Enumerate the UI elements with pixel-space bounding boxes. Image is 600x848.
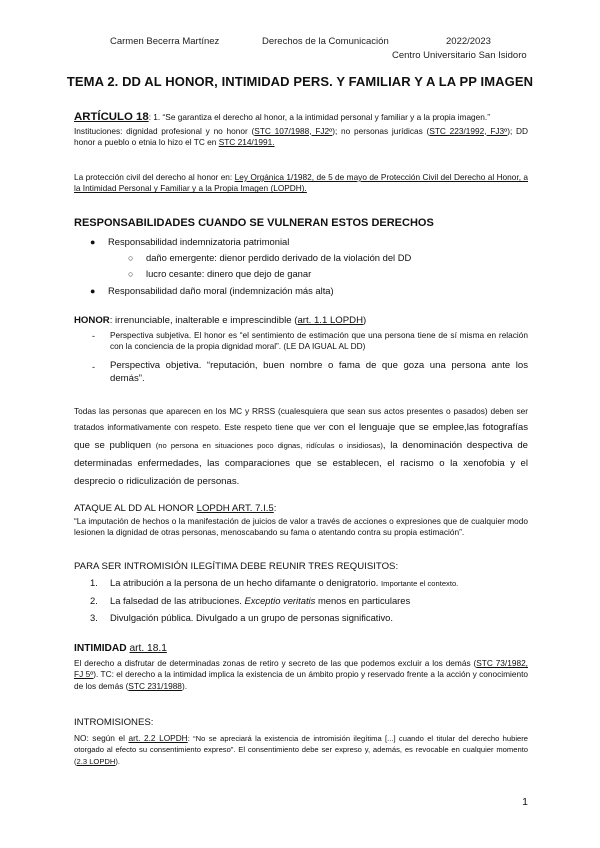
article-18-text: : 1. “Se garantiza el derecho al honor, a la intimidad personal y familiar y a la propia imagen.” — [148, 112, 490, 122]
intimidad-stc-link-1[interactable]: STC 73/1982, FJ 5º — [74, 658, 528, 680]
page-title: TEMA 2. DD AL HONOR, INTIMIDAD PERS. Y FAMILIAR Y A LA PP IMAGEN — [66, 74, 534, 89]
lopdh-link[interactable]: Ley Orgánica 1/1982, de 5 de mayo de Protección Civil del Derecho al Honor, a la Intimidad Personal y Familiar y a la Propia Imagen (LOPDH). — [74, 172, 528, 194]
header-year: 2022/2023 — [446, 36, 491, 47]
honor-art-link[interactable]: art. 1.1 LOPDH — [297, 315, 364, 326]
instituciones-text: Instituciones: dignidad profesional y no honor ( — [74, 125, 255, 136]
requisito-number-3: 3. — [90, 612, 98, 623]
requisito-2 — [110, 595, 410, 606]
intimidad-link[interactable]: art. 18.1 — [129, 643, 167, 654]
bullet-icon: ● — [90, 237, 96, 247]
stc-link-1[interactable]: STC 107/1988, FJ2º — [254, 125, 333, 136]
intimidad-text-a: El derecho a disfrutar de determinadas zonas de retiro y secreto de las que podemos excluir a los demás ( — [74, 658, 477, 668]
intimidad-paragraph — [74, 658, 528, 692]
honor-paragraph — [74, 404, 528, 490]
intromisiones-heading: INTROMISIONES: — [74, 717, 154, 728]
responsabilidad-item-2: Responsabilidad daño moral (indemnización más alta) — [108, 285, 334, 296]
intromisiones-link-2[interactable]: 2.3 LOPDH — [76, 756, 116, 766]
header-author: Carmen Becerra Martínez — [110, 36, 220, 47]
intimidad-heading — [74, 642, 528, 656]
page-number: 1 — [522, 796, 528, 808]
instituciones-text-b: ); no personas jurídicas ( — [332, 125, 430, 136]
article-18-heading: ARTÍCULO 18 — [74, 111, 149, 123]
intromisiones-text: : “No se apreciará la existencia de intromisión ilegítima [...] cuando el titular del derecho hubiere otorgado al efecto su consentimiento expreso”. El consentimiento debe ser expreso y, además, es revocable en cualquier momento ( — [74, 734, 529, 766]
honor-objetiva: Perspectiva objetiva. “reputación, buen nombre o fama de que goza una persona ante los demás”. — [110, 360, 528, 385]
requisito-2-italic: Exceptio veritatis — [244, 595, 316, 606]
responsabilidad-subitem-1: daño emergente: dienor perdido derivado de la violación del DD — [146, 252, 412, 263]
bullet-icon: ● — [90, 286, 96, 296]
proteccion-paragraph — [74, 172, 528, 195]
ataque-heading — [74, 502, 528, 515]
instituciones-text-c: ); DD honor a pueblo o etnia lo hizo el TC en — [74, 125, 529, 147]
requisito-2-text: La falsedad de las atribuciones. — [110, 595, 245, 606]
intromisiones-end: ). — [115, 756, 121, 766]
dash-bullet-icon: - — [92, 331, 95, 341]
article-18-section — [74, 110, 528, 148]
ataque-colon: : — [273, 503, 277, 514]
header-center: Centro Universitario San Isidoro — [392, 50, 527, 61]
requisito-number-1: 1. — [90, 577, 98, 588]
intromisiones-link[interactable]: art. 2.2 LOPDH — [128, 733, 188, 743]
requisito-3: Divulgación pública. Divulgado a un grupo de personas significativo. — [110, 612, 393, 623]
intromisiones-no: NO: según el — [74, 733, 129, 743]
stc-link-2[interactable]: STC 223/1992, FJ3º — [429, 125, 508, 136]
header-course: Derechos de la Comunicación — [262, 36, 389, 47]
dash-bullet-icon: - — [92, 362, 95, 372]
ataque-quote: “La imputación de hechos o la manifestación de juicios de valor a través de acciones o expresiones que de cualquier modo lesionen la dignidad de otras personas, menoscabando su fama o atentando contra su propia estimación”. — [74, 516, 528, 538]
honor-para-1: Todas las personas que aparecen en los MC y RRSS (cualesquiera que sean sus actos presentes o pasados) deben ser tratados informativamente con respeto. Este respeto tiene que ver — [74, 406, 528, 433]
requisito-1-text: La atribución a la persona de un hecho difamante o denigratorio. — [110, 577, 382, 588]
requisito-1-note: Importante el contexto. — [381, 579, 459, 588]
intromisiones-paragraph — [74, 733, 528, 767]
honor-intro-text: : irrenunciable, inalterable e imprescindible ( — [109, 315, 298, 326]
honor-para-1c: (no persona en situaciones poco dignas, ridículas o insidiosas) — [155, 441, 383, 451]
requisitos-heading: PARA SER INTROMISIÓN ILEGÍTIMA DEBE REUNIR TRES REQUISITOS: — [74, 561, 399, 572]
ataque-heading-text: ATAQUE AL DD AL HONOR — [74, 503, 197, 514]
circle-bullet-icon: ○ — [128, 253, 134, 263]
requisito-2-end: menos en particulares — [315, 595, 411, 606]
intimidad-text-c: ). — [181, 680, 188, 691]
honor-intro-end: ) — [363, 315, 367, 326]
intimidad-title: INTIMIDAD — [74, 643, 127, 654]
intimidad-text-b: ). TC: el derecho a la intimidad implica la existencia de un ámbito propio y reservado frente a la acción y conocimiento de los demás ( — [74, 669, 528, 691]
proteccion-text: La protección civil del derecho al honor en: — [74, 172, 235, 182]
honor-subjetiva: Perspectiva subjetiva. El honor es “el sentimiento de estimación que una persona tiene de sí misma en relación con la conciencia de la propia dignidad moral”. (LE DA IGUAL AL DD) — [110, 330, 528, 352]
honor-heading: HONOR — [74, 315, 110, 326]
responsabilidad-item-1: Responsabilidad indemnizatoria patrimonial — [108, 236, 290, 247]
requisito-1 — [110, 577, 458, 588]
honor-intro — [74, 314, 528, 327]
honor-para-1d: , la denominación despectiva de determinadas enfermedades, las comparaciones que se establecen, el racismo o la xenofobia y el desprecio o ridiculización de personas. — [74, 440, 529, 487]
stc-link-3[interactable]: STC 214/1991. — [218, 136, 275, 147]
ataque-link[interactable]: LOPDH ART. 7.I.5 — [196, 503, 274, 514]
requisito-number-2: 2. — [90, 595, 98, 606]
responsabilidad-subitem-2: lucro cesante: dinero que dejo de ganar — [146, 268, 312, 279]
circle-bullet-icon: ○ — [128, 269, 134, 279]
honor-para-1b: con el lenguaje que se emplee,las fotografías que se publiquen — [74, 422, 528, 452]
intimidad-stc-link-2[interactable]: STC 231/1988 — [128, 680, 182, 691]
responsabilidades-heading: RESPONSABILIDADES CUANDO SE VULNERAN ESTOS DERECHOS — [74, 217, 434, 229]
